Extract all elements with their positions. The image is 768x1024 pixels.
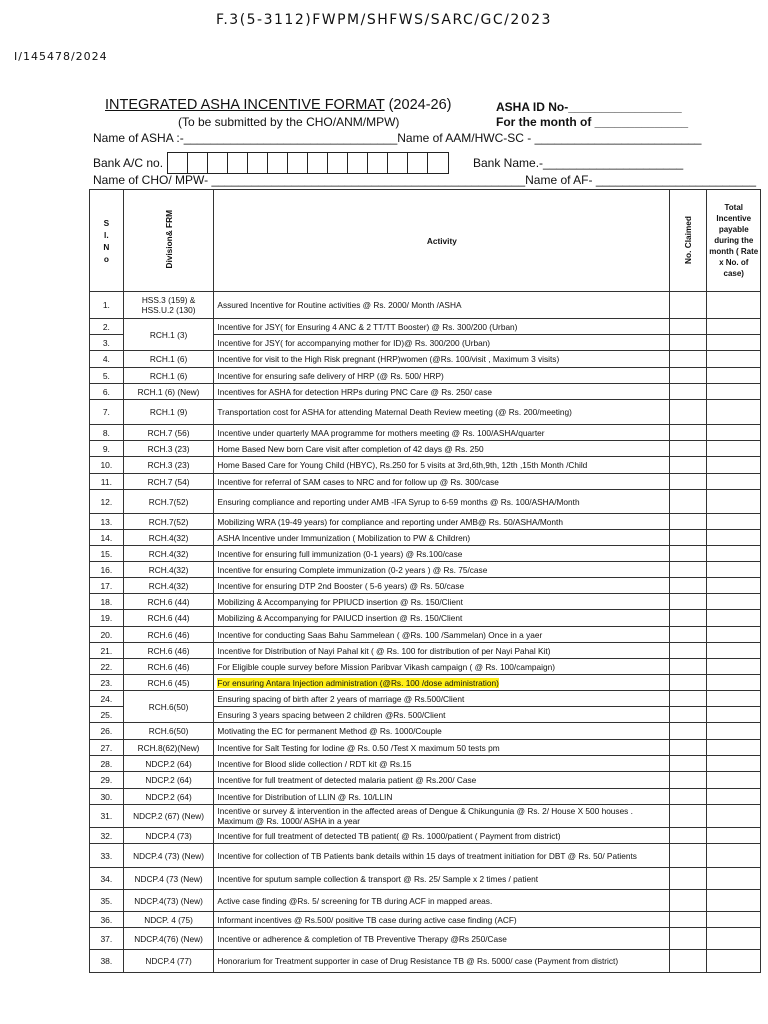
row-total-incentive-cell[interactable] [707,319,761,335]
row-division: RCH.6 (45) [123,675,214,691]
row-activity: Incentive for conducting Saas Bahu Sammelean ( @Rs. 100 /Sammelan) Once in a yaer [214,627,670,643]
row-division: NDCP.4 (77) [123,950,214,973]
row-activity: Incentive for full treatment of detected TB patient( @ Rs. 1000/patient ( Payment from district) [214,828,670,844]
row-division: RCH.7 (54) [123,474,214,490]
row-division: NDCP.4 (73) [123,828,214,844]
row-total-incentive-cell[interactable] [707,675,761,691]
row-no-claimed-cell[interactable] [670,659,707,675]
row-activity: Incentive for full treatment of detected malaria patient @ Rs.200/ Case [214,772,670,789]
row-sl-no: 30. [90,789,124,805]
row-no-claimed-cell[interactable] [670,643,707,659]
row-activity: Home Based Care for Young Child (HBYC), Rs.250 for 5 visits at 3rd,6th,9th, 12th ,15th Month /Child [214,457,670,474]
row-total-incentive-cell[interactable] [707,659,761,675]
row-no-claimed-cell[interactable] [670,351,707,368]
row-no-claimed-cell[interactable] [670,844,707,868]
asha-name-field[interactable]: Name of ASHA :-________________________________Name of AAM/HWC-SC - _________________________ [93,131,702,145]
row-division: RCH.7(52) [123,490,214,514]
table-row [90,441,761,457]
row-total-incentive-cell[interactable] [707,868,761,890]
row-sl-no: 10. [90,457,124,474]
row-no-claimed-cell[interactable] [670,514,707,530]
row-activity: Incentive for JSY( for accompanying mother for ID)@ Rs. 300/200 (Urban) [214,335,670,351]
row-total-incentive-cell[interactable] [707,844,761,868]
row-no-claimed-cell[interactable] [670,368,707,384]
row-total-incentive-cell[interactable] [707,562,761,578]
row-division: RCH.7 (56) [123,425,214,441]
row-total-incentive-cell[interactable] [707,723,761,740]
row-activity: Active case finding @Rs. 5/ screening for TB during ACF in mapped areas. [214,890,670,912]
header-activity: Activity [214,190,670,292]
row-sl-no: 9. [90,441,124,457]
table-row [90,844,761,868]
table-row [90,950,761,973]
table-row [90,890,761,912]
row-activity: Ensuring 3 years spacing between 2 children @Rs. 500/Client [214,707,670,723]
row-division: RCH.1 (9) [123,400,214,425]
row-no-claimed-cell[interactable] [670,675,707,691]
row-no-claimed-cell[interactable] [670,691,707,707]
row-activity: Informant incentives @ Rs.500/ positive TB case during active case finding (ACF) [214,912,670,928]
row-sl-no: 19. [90,610,124,627]
table-row [90,351,761,368]
form-subtitle: (To be submitted by the CHO/ANM/MPW) [178,115,400,129]
row-no-claimed-cell[interactable] [670,319,707,335]
row-no-claimed-cell[interactable] [670,707,707,723]
table-row [90,562,761,578]
row-activity: Incentive for ensuring full immunization (0-1 years) @ Rs.100/case [214,546,670,562]
row-sl-no: 17. [90,578,124,594]
table-row [90,805,761,828]
row-sl-no: 33. [90,844,124,868]
row-division: RCH.8(62)(New) [123,740,214,756]
row-total-incentive-cell[interactable] [707,707,761,723]
row-division: NDCP.4 (73 (New) [123,868,214,890]
row-no-claimed-cell[interactable] [670,627,707,643]
row-no-claimed-cell[interactable] [670,384,707,400]
row-sl-no: 6. [90,384,124,400]
form-title [105,97,451,113]
row-activity: Incentive or adherence & completion of TB Preventive Therapy @Rs 250/Case [214,928,670,950]
row-total-incentive-cell[interactable] [707,368,761,384]
row-division: NDCP.4(73) (New) [123,890,214,912]
row-sl-no: 15. [90,546,124,562]
row-total-incentive-cell[interactable] [707,474,761,490]
cho-af-name-field[interactable]: Name of CHO/ MPW- _______________________________________________Name of AF- ________________________ [93,173,756,187]
row-activity: Incentive for visit to the High Risk pregnant (HRP)women (@Rs. 100/visit , Maximum 3 visits) [214,351,670,368]
table-row [90,643,761,659]
row-no-claimed-cell[interactable] [670,610,707,627]
row-sl-no: 32. [90,828,124,844]
row-activity: Incentive for Salt Testing for Iodine @ Rs. 0.50 /Test X maximum 50 tests pm [214,740,670,756]
row-activity: ASHA Incentive under Immunization ( Mobilization to PW & Children) [214,530,670,546]
row-sl-no: 11. [90,474,124,490]
header-division: Division& FRM [123,190,214,292]
row-total-incentive-cell[interactable] [707,530,761,546]
row-no-claimed-cell[interactable] [670,441,707,457]
row-activity: Assured Incentive for Routine activities @ Rs. 2000/ Month /ASHA [214,292,670,319]
row-total-incentive-cell[interactable] [707,828,761,844]
table-row [90,610,761,627]
row-sl-no: 36. [90,912,124,928]
row-no-claimed-cell[interactable] [670,457,707,474]
diary-number: I/145478/2024 [14,50,108,63]
row-activity: Transportation cost for ASHA for attending Maternal Death Review meeting (@ Rs. 200/meeting) [214,400,670,425]
row-no-claimed-cell[interactable] [670,292,707,319]
row-activity: Incentive for Distribution of LLIN @ Rs. 10/LLIN [214,789,670,805]
table-row [90,928,761,950]
row-activity: Incentives for ASHA for detection HRPs during PNC Care @ Rs. 250/ case [214,384,670,400]
row-division: NDCP.4(76) (New) [123,928,214,950]
row-division: RCH.3 (23) [123,441,214,457]
table-row [90,474,761,490]
row-no-claimed-cell[interactable] [670,578,707,594]
row-activity: Incentive or survey & intervention in the affected areas of Dengue & Chikungunia @ Rs. 2/ House X 500 houses . Maximum @ Rs. 1000/ ASHA in a year [214,805,670,828]
row-activity: Incentive for ensuring DTP 2nd Booster ( 5-6 years) @ Rs. 50/case [214,578,670,594]
row-no-claimed-cell[interactable] [670,723,707,740]
row-no-claimed-cell[interactable] [670,335,707,351]
row-sl-no: 38. [90,950,124,973]
bank-name-field[interactable]: Bank Name.-_____________________ [473,156,684,170]
row-sl-no: 27. [90,740,124,756]
table-row [90,912,761,928]
row-division: RCH.4(32) [123,530,214,546]
table-row [90,691,761,707]
table-row [90,546,761,562]
row-total-incentive-cell[interactable] [707,772,761,789]
row-no-claimed-cell[interactable] [670,950,707,973]
row-sl-no: 3. [90,335,124,351]
row-activity: Incentive for JSY( for Ensuring 4 ANC & 2 TT/TT Booster) @ Rs. 300/200 (Urban) [214,319,670,335]
row-total-incentive-cell[interactable] [707,928,761,950]
table-row [90,578,761,594]
table-row [90,400,761,425]
table-row [90,659,761,675]
table-row [90,756,761,772]
row-total-incentive-cell[interactable] [707,546,761,562]
table-row [90,675,761,691]
row-no-claimed-cell[interactable] [670,756,707,772]
row-sl-no: 14. [90,530,124,546]
row-total-incentive-cell[interactable] [707,292,761,319]
row-division: RCH.1 (6) [123,368,214,384]
row-no-claimed-cell[interactable] [670,772,707,789]
table-row [90,723,761,740]
row-activity: Mobilizing & Accompanying for PAIUCD insertion @ Rs. 150/Client [214,610,670,627]
row-activity: Incentive under quarterly MAA programme for mothers meeting @ Rs. 100/ASHA/quarter [214,425,670,441]
row-division: NDCP. 4 (75) [123,912,214,928]
row-division: RCH.6 (44) [123,594,214,610]
row-activity: For ensuring Antara Injection administration (@Rs. 100 /dose administration) [214,675,670,691]
row-division: RCH.6 (46) [123,659,214,675]
row-total-incentive-cell[interactable] [707,425,761,441]
row-no-claimed-cell[interactable] [670,828,707,844]
row-division: RCH.6 (46) [123,627,214,643]
row-total-incentive-cell[interactable] [707,912,761,928]
row-activity: Incentive for referral of SAM cases to NRC and for follow up @ Rs. 300/case [214,474,670,490]
row-sl-no: 23. [90,675,124,691]
row-total-incentive-cell[interactable] [707,351,761,368]
row-activity: Honorarium for Treatment supporter in case of Drug Resistance TB @ Rs. 5000/ case (Payment from district) [214,950,670,973]
row-activity: Ensuring compliance and reporting under AMB -IFA Syrup to 6-59 months @ Rs. 100/ASHA/Month [214,490,670,514]
row-sl-no: 18. [90,594,124,610]
row-no-claimed-cell[interactable] [670,425,707,441]
row-total-incentive-cell[interactable] [707,335,761,351]
row-activity: Mobilizing WRA (19-49 years) for compliance and reporting under AMB@ Rs. 50/ASHA/Month [214,514,670,530]
table-row [90,594,761,610]
table-row [90,530,761,546]
row-division: NDCP.4 (73) (New) [123,844,214,868]
row-total-incentive-cell[interactable] [707,441,761,457]
row-no-claimed-cell[interactable] [670,928,707,950]
row-activity: Ensuring spacing of birth after 2 years of marriage @ Rs.500/Client [214,691,670,707]
row-division: RCH.6(50) [123,691,214,723]
row-no-claimed-cell[interactable] [670,530,707,546]
table-row [90,740,761,756]
form-title-year: (2024-26) [384,97,452,113]
row-total-incentive-cell[interactable] [707,890,761,912]
row-sl-no: 16. [90,562,124,578]
row-no-claimed-cell[interactable] [670,594,707,610]
header-total-incentive: Total Incentive payable during the month ( Rate x No. of case) [707,190,761,292]
row-activity: Incentive for Blood slide collection / RDT kit @ Rs.15 [214,756,670,772]
bank-account-label: Bank A/C no. [93,156,164,170]
row-no-claimed-cell[interactable] [670,546,707,562]
row-sl-no: 8. [90,425,124,441]
row-division: RCH.1 (3) [123,319,214,351]
row-total-incentive-cell[interactable] [707,610,761,627]
row-total-incentive-cell[interactable] [707,384,761,400]
row-total-incentive-cell[interactable] [707,643,761,659]
row-division: RCH.3 (23) [123,457,214,474]
row-total-incentive-cell[interactable] [707,627,761,643]
row-total-incentive-cell[interactable] [707,756,761,772]
row-activity: Incentive for sputum sample collection & transport @ Rs. 25/ Sample x 2 times / patient [214,868,670,890]
header-sl-no: Sl.No [90,190,124,292]
row-division: NDCP.2 (64) [123,756,214,772]
row-division: RCH.6(50) [123,723,214,740]
row-sl-no: 26. [90,723,124,740]
table-row [90,828,761,844]
table-row [90,457,761,474]
row-total-incentive-cell[interactable] [707,789,761,805]
row-sl-no: 20. [90,627,124,643]
table-row [90,789,761,805]
row-total-incentive-cell[interactable] [707,400,761,425]
row-sl-no: 37. [90,928,124,950]
row-sl-no: 25. [90,707,124,723]
row-no-claimed-cell[interactable] [670,562,707,578]
row-no-claimed-cell[interactable] [670,868,707,890]
row-division: NDCP.2 (64) [123,772,214,789]
row-sl-no: 21. [90,643,124,659]
row-total-incentive-cell[interactable] [707,457,761,474]
row-sl-no: 34. [90,868,124,890]
row-no-claimed-cell[interactable] [670,912,707,928]
row-sl-no: 5. [90,368,124,384]
row-sl-no: 35. [90,890,124,912]
row-no-claimed-cell[interactable] [670,490,707,514]
row-activity: Incentive for ensuring Complete immunization (0-2 years ) @ Rs. 75/case [214,562,670,578]
row-total-incentive-cell[interactable] [707,594,761,610]
row-division: RCH.4(32) [123,546,214,562]
row-sl-no: 24. [90,691,124,707]
table-row [90,292,761,319]
row-sl-no: 12. [90,490,124,514]
row-division: HSS.3 (159) & HSS.U.2 (130) [123,292,214,319]
row-activity: Mobilizing & Accompanying for PPIUCD insertion @ Rs. 150/Client [214,594,670,610]
table-row [90,772,761,789]
row-total-incentive-cell[interactable] [707,490,761,514]
month-field[interactable]: For the month of ______________ [496,115,689,129]
row-sl-no: 13. [90,514,124,530]
row-no-claimed-cell[interactable] [670,805,707,828]
row-total-incentive-cell[interactable] [707,578,761,594]
row-sl-no: 29. [90,772,124,789]
table-row [90,490,761,514]
reference-number: F.3(5-3112)FWPM/SHFWS/SARC/GC/2023 [216,12,552,28]
row-no-claimed-cell[interactable] [670,789,707,805]
row-sl-no: 22. [90,659,124,675]
row-sl-no: 7. [90,400,124,425]
table-row [90,868,761,890]
row-total-incentive-cell[interactable] [707,950,761,973]
row-activity: For Eligible couple survey before Mission Paribvar Vikash campaign ( @ Rs. 100/campaign) [214,659,670,675]
row-division: NDCP.2 (64) [123,789,214,805]
row-no-claimed-cell[interactable] [670,890,707,912]
row-division: RCH.1 (6) (New) [123,384,214,400]
incentive-table [89,189,761,973]
table-row [90,384,761,400]
bank-account-boxes[interactable] [167,152,449,174]
row-sl-no: 2. [90,319,124,335]
header-no-claimed: No. Claimed [670,190,707,292]
row-division: RCH.4(32) [123,562,214,578]
row-activity: Incentive for collection of TB Patients bank details within 15 days of treatment initiation for DBT @ Rs. 50/ Patients [214,844,670,868]
row-total-incentive-cell[interactable] [707,514,761,530]
form-title-main: INTEGRATED ASHA INCENTIVE FORMAT [105,97,385,113]
row-no-claimed-cell[interactable] [670,740,707,756]
table-row [90,425,761,441]
row-activity: Motivating the EC for permanent Method @ Rs. 1000/Couple [214,723,670,740]
table-row [90,319,761,335]
row-activity: Incentive for ensuring safe delivery of HRP (@ Rs. 500/ HRP) [214,368,670,384]
row-total-incentive-cell[interactable] [707,805,761,828]
row-no-claimed-cell[interactable] [670,474,707,490]
table-row [90,368,761,384]
row-no-claimed-cell[interactable] [670,400,707,425]
table-row [90,514,761,530]
table-row [90,627,761,643]
row-division: RCH.1 (6) [123,351,214,368]
row-sl-no: 4. [90,351,124,368]
row-sl-no: 28. [90,756,124,772]
row-sl-no: 1. [90,292,124,319]
row-division: RCH.4(32) [123,578,214,594]
row-division: NDCP.2 (67) (New) [123,805,214,828]
row-activity: Home Based New born Care visit after completion of 42 days @ Rs. 250 [214,441,670,457]
row-activity: Incentive for Distribution of Nayi Pahal kit ( @ Rs. 100 for distribution of per Nayi Pahal Kit) [214,643,670,659]
row-total-incentive-cell[interactable] [707,691,761,707]
row-division: RCH.6 (44) [123,610,214,627]
asha-id-field[interactable]: ASHA ID No-_________________ [496,100,682,114]
row-division: RCH.7(52) [123,514,214,530]
row-total-incentive-cell[interactable] [707,740,761,756]
row-division: RCH.6 (46) [123,643,214,659]
row-sl-no: 31. [90,805,124,828]
